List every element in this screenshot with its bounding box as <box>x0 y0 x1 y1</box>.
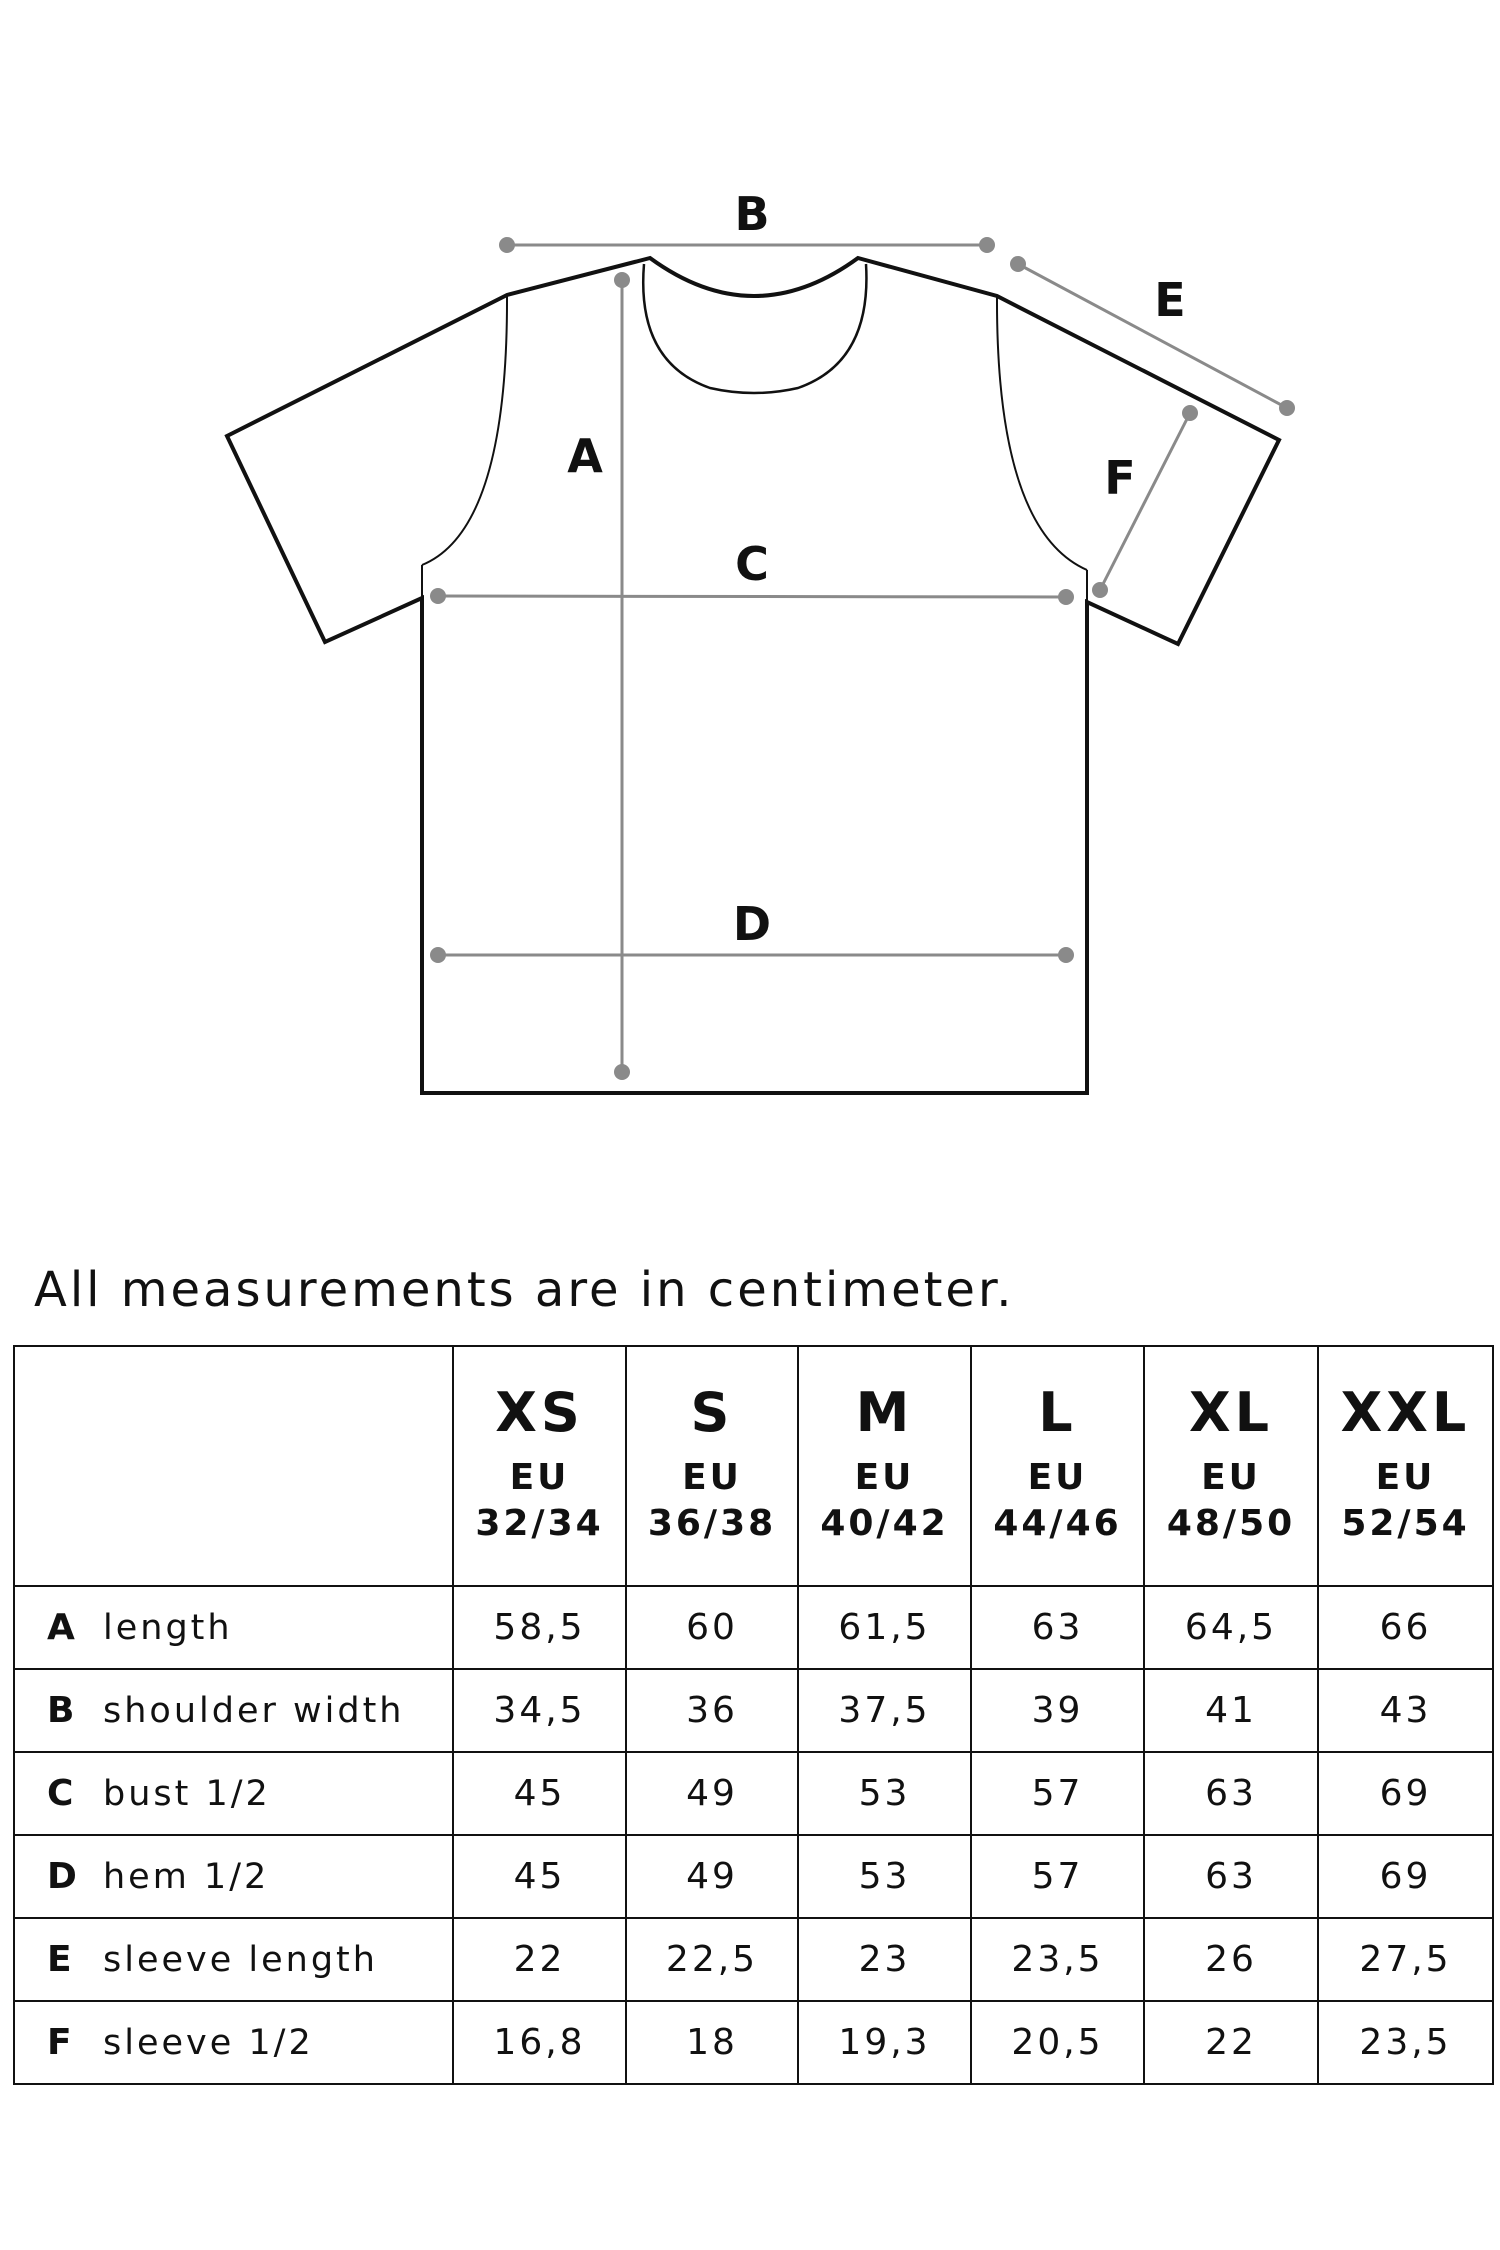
value-cell: 26 <box>1144 1918 1318 2001</box>
table-row-e <box>14 1918 1493 2001</box>
size-eu-label: EU <box>682 1457 742 1498</box>
value-cell: 53 <box>798 1835 971 1918</box>
value-cell: 37,5 <box>798 1669 971 1752</box>
row-name: sleeve 1/2 <box>103 2023 314 2063</box>
size-name: L <box>1038 1381 1077 1444</box>
value-cell: 39 <box>971 1669 1144 1752</box>
value-cell: 63 <box>1144 1752 1318 1835</box>
size-eu-range: 52/54 <box>1341 1503 1470 1544</box>
value-cell: 16,8 <box>453 2001 626 2084</box>
table-row-b <box>14 1669 1493 1752</box>
value-cell: 69 <box>1318 1752 1493 1835</box>
neckband-line <box>643 264 866 393</box>
size-eu-label: EU <box>1375 1457 1436 1498</box>
size-header-s <box>626 1346 798 1586</box>
value-cell: 23,5 <box>971 1918 1144 2001</box>
table-row-d <box>14 1835 1493 1918</box>
row-letter: C <box>47 1773 74 1814</box>
size-name: XS <box>495 1381 584 1444</box>
size-eu-range: 48/50 <box>1166 1503 1296 1544</box>
size-eu-label: EU <box>1201 1457 1261 1498</box>
value-cell: 63 <box>971 1586 1144 1669</box>
value-cell: 22 <box>453 1918 626 2001</box>
value-cell: 58,5 <box>453 1586 626 1669</box>
size-header-xxl <box>1318 1346 1493 1586</box>
row-letter: B <box>47 1690 75 1731</box>
size-eu-label: EU <box>854 1457 915 1498</box>
size-header-xs <box>453 1346 626 1586</box>
value-cell: 49 <box>626 1835 798 1918</box>
tshirt-outline <box>227 258 1279 1093</box>
row-name: sleeve length <box>103 1940 378 1980</box>
value-cell: 53 <box>798 1752 971 1835</box>
size-eu-label: EU <box>509 1457 570 1498</box>
measure-a-length <box>614 272 630 1080</box>
value-cell: 57 <box>971 1835 1144 1918</box>
row-name: hem 1/2 <box>103 1857 270 1897</box>
size-name: XL <box>1188 1381 1274 1444</box>
row-letter: D <box>47 1856 77 1897</box>
units-caption: All measurements are in centimeter. <box>34 1262 1015 1318</box>
label-d: D <box>732 897 772 951</box>
value-cell: 43 <box>1318 1669 1493 1752</box>
value-cell: 66 <box>1318 1586 1493 1669</box>
label-c: C <box>735 537 769 591</box>
value-cell: 34,5 <box>453 1669 626 1752</box>
value-cell: 20,5 <box>971 2001 1144 2084</box>
value-cell: 63 <box>1144 1835 1318 1918</box>
row-label <box>14 1752 453 1835</box>
value-cell: 22,5 <box>626 1918 798 2001</box>
row-label <box>14 1586 453 1669</box>
value-cell: 27,5 <box>1318 1918 1493 2001</box>
value-cell: 49 <box>626 1752 798 1835</box>
row-label <box>14 1835 453 1918</box>
table-row-a <box>14 1586 1493 1669</box>
value-cell: 19,3 <box>798 2001 971 2084</box>
label-e: E <box>1154 273 1186 327</box>
size-chart-table <box>13 1345 1494 2085</box>
row-label <box>14 1669 453 1752</box>
row-name: bust 1/2 <box>103 1774 271 1814</box>
row-letter: F <box>47 2022 72 2063</box>
value-cell: 45 <box>453 1752 626 1835</box>
value-cell: 61,5 <box>798 1586 971 1669</box>
row-label <box>14 1918 453 2001</box>
size-name: XXL <box>1340 1381 1471 1444</box>
value-cell: 69 <box>1318 1835 1493 1918</box>
row-letter: A <box>47 1607 75 1648</box>
measure-e-sleeve-length <box>1010 256 1295 416</box>
label-a: A <box>567 429 603 483</box>
value-cell: 60 <box>626 1586 798 1669</box>
size-eu-range: 44/46 <box>993 1503 1122 1544</box>
size-eu-label: EU <box>1027 1457 1088 1498</box>
table-row-f <box>14 2001 1493 2084</box>
row-letter: E <box>47 1939 72 1980</box>
row-label <box>14 2001 453 2084</box>
size-header-xl <box>1144 1346 1318 1586</box>
size-header-l <box>971 1346 1144 1586</box>
value-cell: 64,5 <box>1144 1586 1318 1669</box>
value-cell: 22 <box>1144 2001 1318 2084</box>
value-cell: 45 <box>453 1835 626 1918</box>
value-cell: 18 <box>626 2001 798 2084</box>
size-eu-range: 40/42 <box>820 1503 949 1544</box>
row-name: length <box>103 1608 233 1648</box>
size-eu-range: 36/38 <box>647 1503 777 1544</box>
row-name: shoulder width <box>103 1691 405 1731</box>
table-row-c <box>14 1752 1493 1835</box>
value-cell: 23,5 <box>1318 2001 1493 2084</box>
value-cell: 41 <box>1144 1669 1318 1752</box>
size-header-m <box>798 1346 971 1586</box>
value-cell: 23 <box>798 1918 971 2001</box>
size-name: M <box>855 1381 914 1444</box>
value-cell: 57 <box>971 1752 1144 1835</box>
left-armhole-seam <box>422 295 507 565</box>
label-b: B <box>734 187 770 241</box>
table-header-row <box>14 1346 1493 1586</box>
size-name: S <box>690 1381 734 1444</box>
value-cell: 36 <box>626 1669 798 1752</box>
label-f: F <box>1104 451 1136 505</box>
header-empty-cell <box>14 1346 453 1586</box>
size-eu-range: 32/34 <box>475 1503 604 1544</box>
